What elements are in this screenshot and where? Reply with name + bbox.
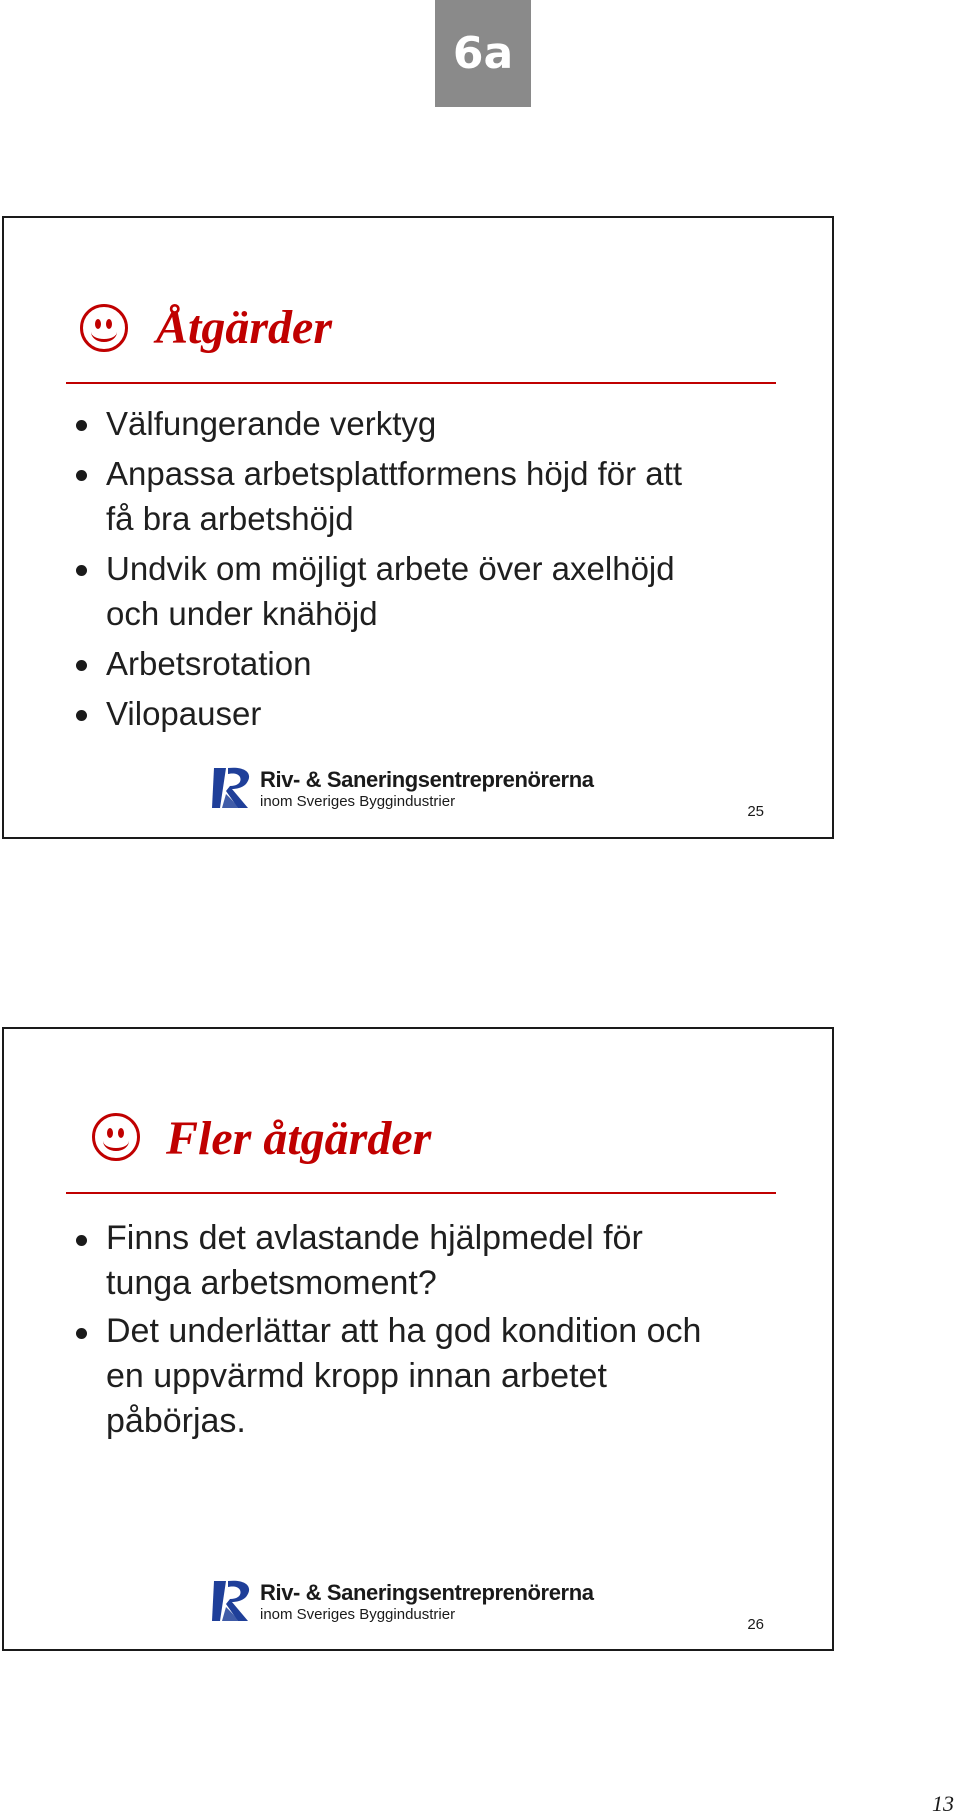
smiley-icon <box>92 1113 140 1161</box>
slide <box>2 216 834 839</box>
slide-number: 26 <box>747 1616 764 1633</box>
bullet-dot-icon <box>76 710 87 721</box>
list-item <box>74 641 792 686</box>
list-item <box>74 691 792 736</box>
slide-title: Åtgärder <box>156 301 333 354</box>
slide <box>2 1027 834 1651</box>
bullet-text: Undvik om möjligt arbete över axelhöjd och under knähöjd <box>106 550 675 632</box>
bullet-text: Vilopauser <box>106 695 262 732</box>
smiley-icon <box>80 304 128 352</box>
slide-header <box>4 218 832 378</box>
rs-logo-icon <box>212 1577 252 1625</box>
organization-logo <box>212 764 612 814</box>
page-number: 13 <box>932 1791 954 1816</box>
list-item <box>74 1309 792 1444</box>
title-divider <box>66 382 776 384</box>
bullet-text: Finns det avlastande hjälpmedel för tunga arbetsmoment? <box>106 1219 643 1302</box>
title-divider <box>66 1192 776 1194</box>
bullet-list <box>74 1216 792 1447</box>
slide-header <box>4 1029 832 1189</box>
list-item <box>74 451 792 541</box>
bullet-text: Det underlättar att ha god kondition och en uppvärmd kropp innan arbetet påbörjas. <box>106 1312 702 1440</box>
section-tab-badge: 6a <box>435 0 531 107</box>
bullet-dot-icon <box>76 1328 87 1339</box>
bullet-text: Arbetsrotation <box>106 645 312 682</box>
bullet-dot-icon <box>76 1235 87 1246</box>
bullet-list <box>74 401 792 741</box>
organization-logo <box>212 1577 612 1627</box>
slide-title: Fler åtgärder <box>166 1112 432 1165</box>
bullet-dot-icon <box>76 420 87 431</box>
logo-subtitle: inom Sveriges Byggindustrier <box>260 793 456 810</box>
rs-logo-icon <box>212 764 252 812</box>
bullet-dot-icon <box>76 565 87 576</box>
list-item <box>74 1216 792 1306</box>
slide-number: 25 <box>747 803 764 820</box>
bullet-dot-icon <box>76 660 87 671</box>
bullet-dot-icon <box>76 470 87 481</box>
bullet-text: Anpassa arbetsplattformens höjd för att få bra arbetshöjd <box>106 455 682 537</box>
logo-name: Riv- & Saneringsentreprenörerna <box>260 1580 594 1605</box>
list-item <box>74 401 792 446</box>
logo-name: Riv- & Saneringsentreprenörerna <box>260 767 594 792</box>
bullet-text: Välfungerande verktyg <box>106 405 437 442</box>
list-item <box>74 546 792 636</box>
logo-subtitle: inom Sveriges Byggindustrier <box>260 1606 456 1623</box>
